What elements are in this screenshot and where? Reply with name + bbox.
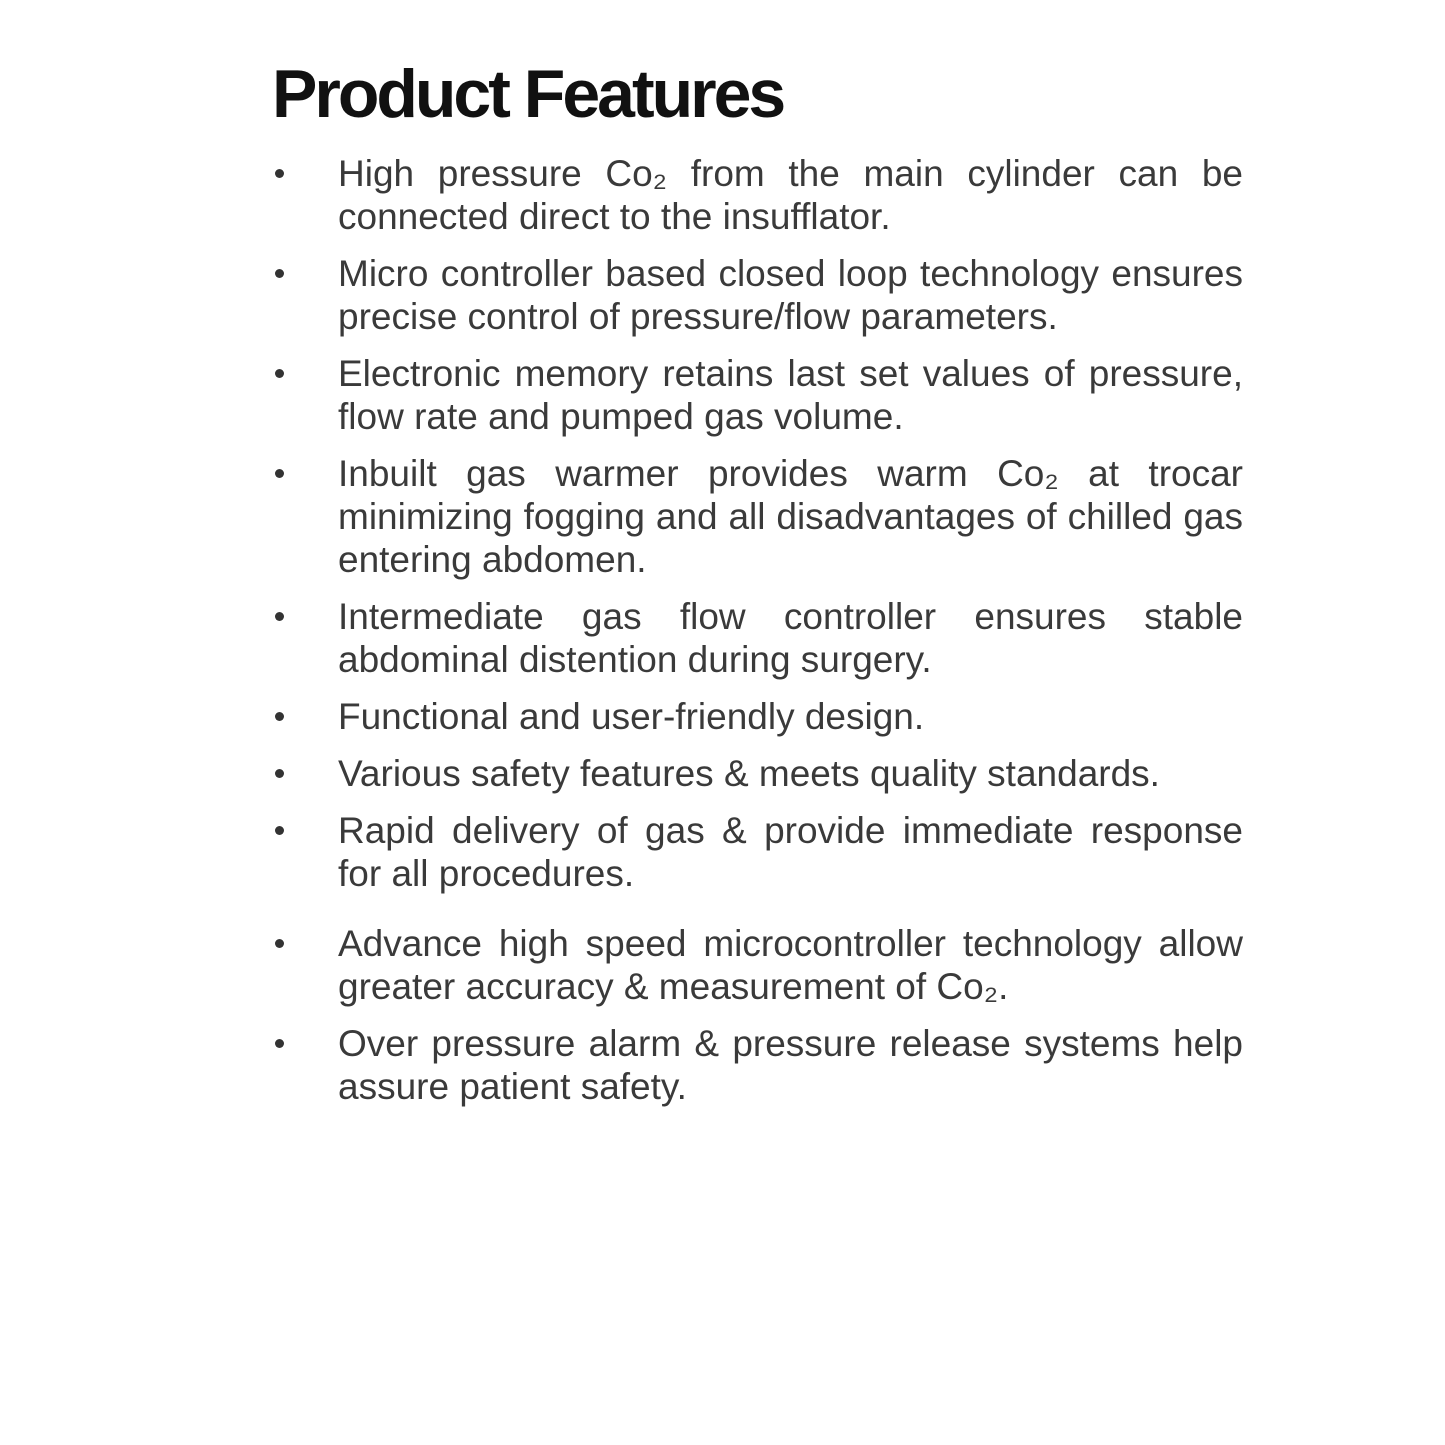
feature-text: Rapid delivery of gas & provide immediate response for all procedures. xyxy=(338,810,1243,894)
page-title: Product Features xyxy=(272,56,784,132)
bullet-icon xyxy=(275,169,284,178)
feature-item xyxy=(272,752,1243,795)
feature-item xyxy=(272,595,1243,681)
feature-list xyxy=(272,152,1243,1108)
feature-item xyxy=(272,352,1243,438)
bullet-icon xyxy=(275,612,284,621)
bullet-icon xyxy=(275,1039,284,1048)
bullet-icon xyxy=(275,939,284,948)
feature-text: Electronic memory retains last set values of pressure, flow rate and pumped gas volume. xyxy=(338,353,1243,437)
bullet-icon xyxy=(275,269,284,278)
bullet-icon xyxy=(275,369,284,378)
feature-text: Advance high speed microcontroller technology allow greater accuracy & measurement of Co₂. xyxy=(338,923,1243,1007)
bullet-icon xyxy=(275,712,284,721)
feature-item xyxy=(272,1022,1243,1108)
feature-item xyxy=(272,922,1243,1008)
feature-text: Various safety features & meets quality standards. xyxy=(338,753,1160,794)
bullet-icon xyxy=(275,769,284,778)
feature-item xyxy=(272,452,1243,581)
feature-item xyxy=(272,695,1243,738)
bullet-icon xyxy=(275,469,284,478)
feature-text: High pressure Co₂ from the main cylinder can be connected direct to the insufflator. xyxy=(338,153,1243,237)
feature-text: Micro controller based closed loop technology ensures precise control of pressure/flow parameters. xyxy=(338,253,1243,337)
feature-item xyxy=(272,152,1243,238)
feature-text: Intermediate gas flow controller ensures stable abdominal distention during surgery. xyxy=(338,596,1243,680)
feature-item xyxy=(272,809,1243,895)
bullet-icon xyxy=(275,826,284,835)
feature-text: Over pressure alarm & pressure release systems help assure patient safety. xyxy=(338,1023,1243,1107)
feature-text: Inbuilt gas warmer provides warm Co₂ at trocar minimizing fogging and all disadvantages of chilled gas entering abdomen. xyxy=(338,453,1243,580)
feature-text: Functional and user-friendly design. xyxy=(338,696,925,737)
feature-item xyxy=(272,252,1243,338)
